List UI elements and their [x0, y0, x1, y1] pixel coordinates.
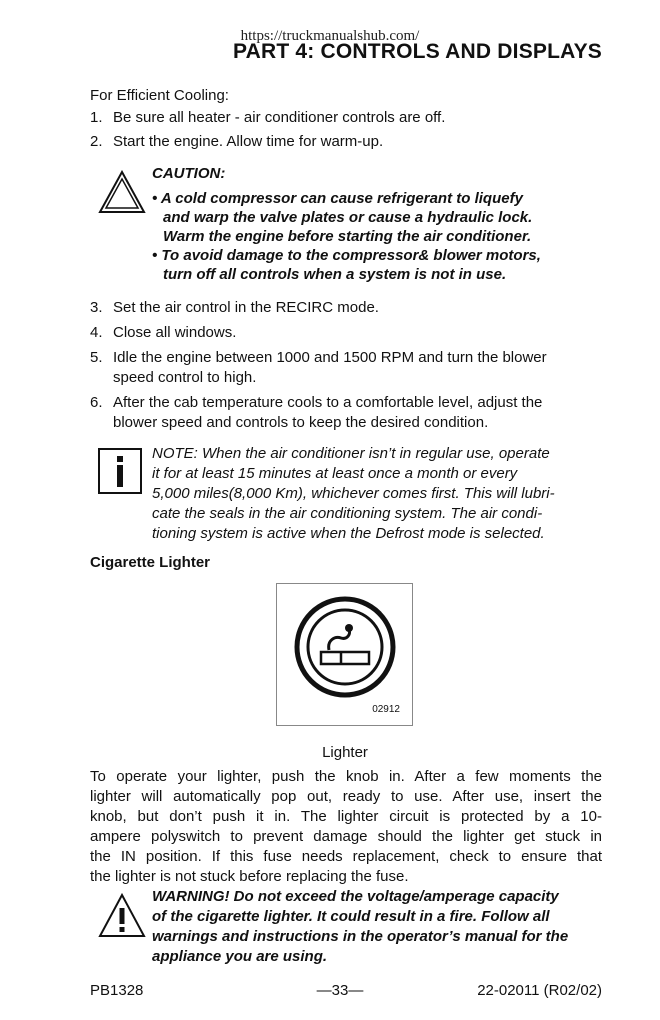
warning-line: warnings and instructions in the operator’s manual for the	[152, 928, 569, 945]
footer-right: 22-02011 (R02/02)	[477, 982, 602, 999]
warning-line: of the cigarette lighter. It could result in a fire. Follow all	[152, 908, 550, 925]
step-number: 5.	[90, 349, 103, 366]
footer-left: PB1328	[90, 982, 144, 999]
step-text: speed control to high.	[113, 369, 257, 386]
warning-line: appliance you are using.	[152, 948, 328, 965]
paragraph-line: lighter will automatically pop out, ready to use. After use, insert the	[90, 788, 602, 805]
paragraph-line: the lighter is not stuck before replacing the fuse.	[90, 868, 409, 885]
caution-line: and warp the valve plates or cause a hydraulic lock.	[163, 209, 533, 226]
step-number: 3.	[90, 299, 103, 316]
caution-line: • To avoid damage to the compressor& blower motors,	[152, 247, 541, 264]
steps-list-b	[0, 298, 660, 434]
step-number: 1.	[90, 109, 103, 126]
paragraph-line: To operate your lighter, push the knob in. After a few moments the	[90, 768, 602, 785]
steps-list-a	[0, 108, 660, 152]
note-line: cate the seals in the air conditioning system. The air condi-	[152, 505, 543, 522]
caution-body	[0, 189, 660, 289]
step-text: After the cab temperature cools to a comfortable level, adjust the	[113, 394, 543, 411]
intro-text: For Efficient Cooling:	[90, 87, 229, 104]
caution-line: Warm the engine before starting the air conditioner.	[163, 228, 532, 245]
note-text	[152, 444, 612, 544]
caution-line: • A cold compressor can cause refrigerant to liquefy	[152, 190, 523, 207]
info-note-icon	[98, 448, 142, 494]
paragraph-line: the IN position. If this fuse needs replacement, check to ensure that	[90, 848, 602, 865]
warning-text	[152, 887, 612, 967]
step-text: Idle the engine between 1000 and 1500 RPM and turn the blower	[113, 349, 547, 366]
figure-code: 02912	[372, 704, 400, 715]
note-line: it for at least 15 minutes at least once a month or every	[152, 465, 518, 482]
step-text: blower speed and controls to keep the desired condition.	[113, 414, 489, 431]
step-text: Start the engine. Allow time for warm-up.	[113, 133, 384, 150]
paragraph-line: ampere polyswitch to prevent damage should the lighter get stuck in	[90, 828, 602, 845]
note-line: tioning system is active when the Defrost mode is selected.	[152, 525, 545, 542]
step-number: 4.	[90, 324, 103, 341]
step-text: Close all windows.	[113, 324, 237, 341]
step-text: Set the air control in the RECIRC mode.	[113, 299, 379, 316]
note-line: NOTE: When the air conditioner isn’t in regular use, operate	[152, 445, 550, 462]
warning-line: WARNING! Do not exceed the voltage/amperage capacity	[152, 888, 559, 905]
caution-line: turn off all controls when a system is not in use.	[163, 266, 507, 283]
lighter-paragraph	[90, 767, 602, 887]
watermark-url[interactable]: https://truckmanualshub.com/	[240, 28, 420, 44]
step-number: 2.	[90, 133, 103, 150]
figure-caption: Lighter	[322, 744, 368, 761]
page-header: PART 4: CONTROLS AND DISPLAYS	[232, 40, 602, 63]
warning-triangle-icon	[98, 893, 146, 939]
step-text: Be sure all heater - air conditioner controls are off.	[113, 109, 446, 126]
section-title: Cigarette Lighter	[90, 554, 211, 571]
note-line: 5,000 miles(8,000 Km), whichever comes first. This will lubri-	[152, 485, 555, 502]
paragraph-line: knob, but don’t push it in. The lighter circuit is protected by a 10-	[90, 808, 602, 825]
lighter-figure	[276, 583, 413, 726]
caution-title: CAUTION:	[152, 165, 226, 182]
footer-page-number: —33—	[316, 982, 364, 999]
step-number: 6.	[90, 394, 103, 411]
